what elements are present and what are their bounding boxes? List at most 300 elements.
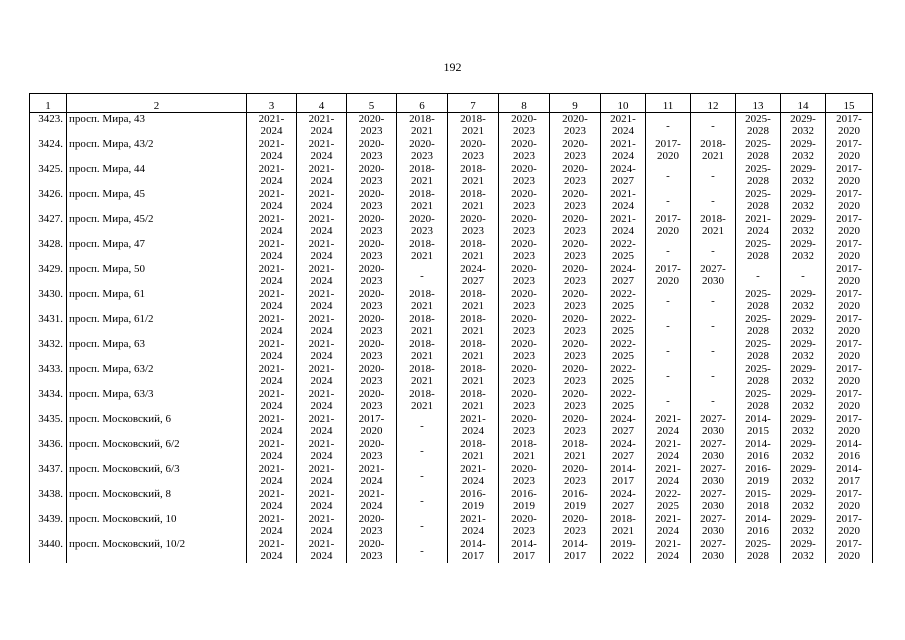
period-cell: 2021- 2024 — [601, 188, 646, 213]
period-cell: 2020- 2023 — [499, 413, 550, 438]
period-cell: 2018- 2021 — [448, 188, 499, 213]
period-cell: - — [691, 313, 736, 338]
address-cell: просп. Мира, 63/3 — [67, 388, 247, 413]
period-cell: 2018- 2021 — [397, 113, 448, 139]
period-cell: - — [691, 163, 736, 188]
period-cell: 2027- 2030 — [691, 413, 736, 438]
period-cell: 2020- 2023 — [499, 388, 550, 413]
period-cell: 2021- 2024 — [448, 463, 499, 488]
address-cell: просп. Мира, 43 — [67, 113, 247, 139]
period-cell: 2020- 2023 — [550, 288, 601, 313]
period-cell: 2029- 2032 — [781, 363, 826, 388]
period-cell: - — [691, 238, 736, 263]
period-cell: 2018- 2021 — [448, 313, 499, 338]
period-cell: 2029- 2032 — [781, 163, 826, 188]
row-number: 3428. — [30, 238, 67, 263]
period-cell: - — [736, 263, 781, 288]
period-cell: 2020- 2023 — [499, 138, 550, 163]
row-number: 3437. — [30, 463, 67, 488]
period-cell: 2021- 2024 — [247, 113, 297, 139]
period-cell: 2018- 2021 — [448, 113, 499, 139]
period-cell: 2020- 2023 — [550, 363, 601, 388]
period-cell: 2014- 2016 — [736, 513, 781, 538]
period-cell: 2022- 2025 — [601, 338, 646, 363]
period-cell: - — [691, 188, 736, 213]
period-cell: 2021- 2024 — [297, 313, 347, 338]
period-cell: - — [397, 413, 448, 438]
table-row — [30, 263, 873, 288]
period-cell: 2018- 2021 — [397, 288, 448, 313]
period-cell: 2021- 2024 — [247, 413, 297, 438]
period-cell: - — [397, 538, 448, 563]
row-number: 3426. — [30, 188, 67, 213]
period-cell: 2020- 2023 — [347, 163, 397, 188]
period-cell: 2021- 2024 — [247, 188, 297, 213]
period-cell: 2021- 2024 — [297, 163, 347, 188]
period-cell: - — [691, 288, 736, 313]
period-cell: 2017- 2020 — [826, 363, 873, 388]
period-cell: - — [646, 113, 691, 139]
period-cell: 2021- 2024 — [297, 538, 347, 563]
period-cell: 2021- 2024 — [297, 138, 347, 163]
period-cell: 2020- 2023 — [347, 363, 397, 388]
address-cell: просп. Московский, 6/2 — [67, 438, 247, 463]
period-cell: 2020- 2023 — [550, 338, 601, 363]
address-cell: просп. Мира, 61 — [67, 288, 247, 313]
period-cell: 2020- 2023 — [397, 213, 448, 238]
period-cell: 2021- 2024 — [601, 113, 646, 139]
period-cell: 2027- 2030 — [691, 438, 736, 463]
period-cell: 2020- 2023 — [347, 313, 397, 338]
period-cell: 2020- 2023 — [550, 213, 601, 238]
period-cell: 2029- 2032 — [781, 213, 826, 238]
row-number: 3438. — [30, 488, 67, 513]
period-cell: 2025- 2028 — [736, 288, 781, 313]
column-header: 11 — [646, 94, 691, 113]
period-cell: 2024- 2027 — [601, 488, 646, 513]
period-cell: 2021- 2024 — [247, 538, 297, 563]
column-header: 6 — [397, 94, 448, 113]
period-cell: 2021- 2024 — [297, 113, 347, 139]
address-cell: просп. Московский, 6 — [67, 413, 247, 438]
period-cell: 2024- 2027 — [601, 163, 646, 188]
period-cell: 2021- 2024 — [247, 363, 297, 388]
period-cell: - — [397, 263, 448, 288]
header-row — [30, 94, 873, 113]
period-cell: - — [397, 438, 448, 463]
period-cell: 2027- 2030 — [691, 263, 736, 288]
period-cell: 2021- 2024 — [297, 263, 347, 288]
period-cell: 2021- 2024 — [297, 363, 347, 388]
period-cell: - — [646, 363, 691, 388]
period-cell: 2021- 2024 — [247, 138, 297, 163]
period-cell: 2021- 2024 — [448, 513, 499, 538]
table-row — [30, 313, 873, 338]
period-cell: 2024- 2027 — [601, 413, 646, 438]
table-row — [30, 513, 873, 538]
period-cell: 2020- 2023 — [550, 313, 601, 338]
address-cell: просп. Московский, 8 — [67, 488, 247, 513]
row-number: 3439. — [30, 513, 67, 538]
period-cell: 2014- 2015 — [736, 413, 781, 438]
period-cell: 2029- 2032 — [781, 538, 826, 563]
period-cell: 2014- 2017 — [601, 463, 646, 488]
period-cell: 2018- 2021 — [448, 438, 499, 463]
row-number: 3435. — [30, 413, 67, 438]
row-number: 3427. — [30, 213, 67, 238]
period-cell: 2020- 2023 — [499, 113, 550, 139]
period-cell: 2021- 2024 — [297, 388, 347, 413]
period-cell: 2017- 2020 — [826, 263, 873, 288]
period-cell: 2020- 2023 — [499, 338, 550, 363]
period-cell: 2021- 2024 — [247, 238, 297, 263]
period-cell: 2029- 2032 — [781, 188, 826, 213]
page-number: 192 — [443, 60, 462, 74]
address-cell: просп. Мира, 45 — [67, 188, 247, 213]
period-cell: 2017- 2020 — [826, 338, 873, 363]
period-cell: 2022- 2025 — [601, 363, 646, 388]
row-number: 3436. — [30, 438, 67, 463]
row-number: 3432. — [30, 338, 67, 363]
period-cell: - — [691, 338, 736, 363]
period-cell: 2018- 2021 — [448, 388, 499, 413]
period-cell: 2018- 2021 — [499, 438, 550, 463]
period-cell: 2022- 2025 — [601, 313, 646, 338]
period-cell: 2021- 2024 — [646, 538, 691, 563]
period-cell: 2020- 2023 — [550, 163, 601, 188]
period-cell: 2020- 2023 — [499, 213, 550, 238]
period-cell: 2018- 2021 — [397, 163, 448, 188]
period-cell: 2029- 2032 — [781, 288, 826, 313]
period-cell: 2021- 2024 — [347, 488, 397, 513]
period-cell: 2029- 2032 — [781, 113, 826, 139]
table-row — [30, 538, 873, 563]
period-cell: 2020- 2023 — [550, 388, 601, 413]
period-cell: 2025- 2028 — [736, 338, 781, 363]
period-cell: 2029- 2032 — [781, 388, 826, 413]
period-cell: 2029- 2032 — [781, 313, 826, 338]
row-number: 3431. — [30, 313, 67, 338]
period-cell: 2014- 2016 — [826, 438, 873, 463]
period-cell: 2020- 2023 — [550, 463, 601, 488]
period-cell: 2020- 2023 — [499, 363, 550, 388]
period-cell: 2020- 2023 — [448, 213, 499, 238]
period-cell: 2021- 2024 — [247, 438, 297, 463]
period-cell: 2021- 2024 — [247, 263, 297, 288]
period-cell: 2029- 2032 — [781, 463, 826, 488]
period-cell: - — [781, 263, 826, 288]
period-cell: - — [397, 513, 448, 538]
period-cell: 2027- 2030 — [691, 463, 736, 488]
address-cell: просп. Мира, 45/2 — [67, 213, 247, 238]
period-cell: 2018- 2021 — [397, 338, 448, 363]
period-cell: 2017- 2020 — [826, 138, 873, 163]
row-number: 3440. — [30, 538, 67, 563]
period-cell: - — [646, 188, 691, 213]
column-header: 2 — [67, 94, 247, 113]
period-cell: 2021- 2024 — [297, 513, 347, 538]
period-cell: 2019- 2022 — [601, 538, 646, 563]
period-cell: 2020- 2023 — [347, 538, 397, 563]
period-cell: 2022- 2025 — [601, 288, 646, 313]
period-cell: 2018- 2021 — [397, 238, 448, 263]
column-header: 7 — [448, 94, 499, 113]
period-cell: 2017- 2020 — [826, 413, 873, 438]
period-cell: 2020- 2023 — [550, 113, 601, 139]
period-cell: - — [646, 288, 691, 313]
period-cell: 2021- 2024 — [448, 413, 499, 438]
period-cell: 2022- 2025 — [601, 388, 646, 413]
period-cell: 2018- 2021 — [397, 313, 448, 338]
period-cell: 2014- 2017 — [826, 463, 873, 488]
column-header: 14 — [781, 94, 826, 113]
period-cell: 2020- 2023 — [397, 138, 448, 163]
table-body — [30, 113, 873, 564]
period-cell: 2021- 2024 — [297, 488, 347, 513]
period-cell: 2021- 2024 — [601, 138, 646, 163]
period-cell: 2020- 2023 — [550, 413, 601, 438]
table-row — [30, 113, 873, 139]
period-cell: - — [397, 488, 448, 513]
period-cell: 2021- 2024 — [247, 388, 297, 413]
period-cell: 2020- 2023 — [499, 263, 550, 288]
period-cell: 2017- 2020 — [826, 188, 873, 213]
data-table — [29, 93, 873, 563]
period-cell: 2021- 2024 — [297, 338, 347, 363]
period-cell: 2020- 2023 — [347, 438, 397, 463]
period-cell: 2024- 2027 — [601, 263, 646, 288]
row-number: 3433. — [30, 363, 67, 388]
address-cell: просп. Мира, 50 — [67, 263, 247, 288]
column-header: 13 — [736, 94, 781, 113]
period-cell: 2021- 2024 — [297, 188, 347, 213]
period-cell: 2027- 2030 — [691, 538, 736, 563]
period-cell: - — [646, 338, 691, 363]
period-cell: 2021- 2024 — [646, 513, 691, 538]
period-cell: 2021- 2024 — [297, 413, 347, 438]
period-cell: 2021- 2024 — [297, 238, 347, 263]
address-cell: просп. Мира, 61/2 — [67, 313, 247, 338]
table-row — [30, 388, 873, 413]
period-cell: 2018- 2021 — [448, 163, 499, 188]
period-cell: 2020- 2023 — [347, 138, 397, 163]
period-cell: 2021- 2024 — [247, 488, 297, 513]
period-cell: 2021- 2024 — [347, 463, 397, 488]
period-cell: 2020- 2023 — [550, 188, 601, 213]
address-cell: просп. Московский, 10 — [67, 513, 247, 538]
period-cell: 2020- 2023 — [550, 238, 601, 263]
period-cell: 2020- 2023 — [347, 388, 397, 413]
period-cell: 2021- 2024 — [247, 463, 297, 488]
period-cell: 2022- 2025 — [601, 238, 646, 263]
period-cell: 2017- 2020 — [826, 113, 873, 139]
period-cell: 2020- 2023 — [347, 338, 397, 363]
period-cell: 2020- 2023 — [499, 463, 550, 488]
period-cell: 2029- 2032 — [781, 513, 826, 538]
period-cell: 2017- 2020 — [826, 238, 873, 263]
period-cell: 2016- 2019 — [448, 488, 499, 513]
table-row — [30, 338, 873, 363]
period-cell: 2020- 2023 — [347, 288, 397, 313]
period-cell: 2025- 2028 — [736, 113, 781, 139]
address-cell: просп. Мира, 63 — [67, 338, 247, 363]
period-cell: 2017- 2020 — [826, 488, 873, 513]
period-cell: 2029- 2032 — [781, 488, 826, 513]
period-cell: 2021- 2024 — [247, 313, 297, 338]
table-row — [30, 363, 873, 388]
period-cell: 2020- 2023 — [347, 188, 397, 213]
period-cell: 2020- 2023 — [347, 238, 397, 263]
period-cell: 2029- 2032 — [781, 238, 826, 263]
period-cell: 2021- 2024 — [247, 513, 297, 538]
period-cell: 2021- 2024 — [646, 413, 691, 438]
period-cell: 2018- 2021 — [691, 138, 736, 163]
address-cell: просп. Мира, 47 — [67, 238, 247, 263]
period-cell: - — [646, 388, 691, 413]
period-cell: 2018- 2021 — [601, 513, 646, 538]
period-cell: 2018- 2021 — [550, 438, 601, 463]
period-cell: 2017- 2020 — [826, 288, 873, 313]
period-cell: 2014- 2017 — [550, 538, 601, 563]
address-cell: просп. Московский, 10/2 — [67, 538, 247, 563]
period-cell: 2017- 2020 — [826, 313, 873, 338]
period-cell: 2020- 2023 — [550, 138, 601, 163]
period-cell: 2018- 2021 — [448, 288, 499, 313]
period-cell: 2027- 2030 — [691, 488, 736, 513]
period-cell: 2029- 2032 — [781, 138, 826, 163]
period-cell: 2020- 2023 — [499, 188, 550, 213]
period-cell: 2025- 2028 — [736, 138, 781, 163]
period-cell: 2021- 2024 — [601, 213, 646, 238]
row-number: 3430. — [30, 288, 67, 313]
period-cell: 2020- 2023 — [499, 513, 550, 538]
period-cell: 2018- 2021 — [397, 188, 448, 213]
period-cell: 2025- 2028 — [736, 188, 781, 213]
table-row — [30, 288, 873, 313]
address-cell: просп. Мира, 43/2 — [67, 138, 247, 163]
period-cell: 2022- 2025 — [646, 488, 691, 513]
row-number: 3434. — [30, 388, 67, 413]
period-cell: 2017- 2020 — [826, 538, 873, 563]
period-cell: 2020- 2023 — [347, 263, 397, 288]
period-cell: 2029- 2032 — [781, 338, 826, 363]
period-cell: 2020- 2023 — [448, 138, 499, 163]
period-cell: 2014- 2017 — [448, 538, 499, 563]
period-cell: 2018- 2021 — [397, 388, 448, 413]
period-cell: 2017- 2020 — [646, 213, 691, 238]
table-row — [30, 188, 873, 213]
table-row — [30, 138, 873, 163]
period-cell: 2025- 2028 — [736, 363, 781, 388]
period-cell: 2017- 2020 — [646, 263, 691, 288]
period-cell: 2015- 2018 — [736, 488, 781, 513]
period-cell: 2020- 2023 — [499, 238, 550, 263]
column-header: 8 — [499, 94, 550, 113]
column-header: 10 — [601, 94, 646, 113]
period-cell: 2020- 2023 — [499, 288, 550, 313]
column-header: 4 — [297, 94, 347, 113]
period-cell: 2021- 2024 — [297, 288, 347, 313]
table-row — [30, 488, 873, 513]
table-row — [30, 413, 873, 438]
period-cell: 2027- 2030 — [691, 513, 736, 538]
column-header: 3 — [247, 94, 297, 113]
period-cell: 2029- 2032 — [781, 413, 826, 438]
period-cell: 2017- 2020 — [826, 163, 873, 188]
period-cell: 2018- 2021 — [448, 363, 499, 388]
period-cell: - — [691, 388, 736, 413]
table-row — [30, 238, 873, 263]
table-row — [30, 438, 873, 463]
period-cell: - — [646, 238, 691, 263]
period-cell: 2020- 2023 — [499, 163, 550, 188]
period-cell: - — [691, 113, 736, 139]
period-cell: 2017- 2020 — [826, 213, 873, 238]
period-cell: 2024- 2027 — [601, 438, 646, 463]
column-header: 12 — [691, 94, 736, 113]
period-cell: 2017- 2020 — [826, 513, 873, 538]
period-cell: - — [691, 363, 736, 388]
period-cell: 2020- 2023 — [347, 513, 397, 538]
period-cell: 2020- 2023 — [499, 313, 550, 338]
period-cell: 2016- 2019 — [499, 488, 550, 513]
period-cell: 2025- 2028 — [736, 238, 781, 263]
period-cell: 2017- 2020 — [347, 413, 397, 438]
period-cell: 2021- 2024 — [297, 213, 347, 238]
column-header: 9 — [550, 94, 601, 113]
period-cell: 2018- 2021 — [691, 213, 736, 238]
period-cell: 2017- 2020 — [646, 138, 691, 163]
table-row — [30, 463, 873, 488]
period-cell: 2014- 2016 — [736, 438, 781, 463]
address-cell: просп. Мира, 63/2 — [67, 363, 247, 388]
column-header: 5 — [347, 94, 397, 113]
period-cell: 2014- 2017 — [499, 538, 550, 563]
period-cell: 2025- 2028 — [736, 313, 781, 338]
address-cell: просп. Мира, 44 — [67, 163, 247, 188]
period-cell: 2018- 2021 — [448, 338, 499, 363]
period-cell: 2021- 2024 — [247, 213, 297, 238]
period-cell: - — [646, 313, 691, 338]
row-number: 3424. — [30, 138, 67, 163]
period-cell: - — [646, 163, 691, 188]
period-cell: 2025- 2028 — [736, 388, 781, 413]
period-cell: 2017- 2020 — [826, 388, 873, 413]
period-cell: 2021- 2024 — [297, 438, 347, 463]
period-cell: 2029- 2032 — [781, 438, 826, 463]
row-number: 3429. — [30, 263, 67, 288]
column-header: 15 — [826, 94, 873, 113]
period-cell: 2020- 2023 — [550, 263, 601, 288]
period-cell: 2021- 2024 — [646, 463, 691, 488]
row-number: 3423. — [30, 113, 67, 139]
period-cell: 2016- 2019 — [550, 488, 601, 513]
period-cell: 2020- 2023 — [347, 113, 397, 139]
period-cell: 2024- 2027 — [448, 263, 499, 288]
period-cell: 2025- 2028 — [736, 538, 781, 563]
period-cell: 2021- 2024 — [646, 438, 691, 463]
period-cell: 2021- 2024 — [736, 213, 781, 238]
row-number: 3425. — [30, 163, 67, 188]
period-cell: 2021- 2024 — [247, 163, 297, 188]
period-cell: 2018- 2021 — [448, 238, 499, 263]
period-cell: 2021- 2024 — [297, 463, 347, 488]
period-cell: 2020- 2023 — [550, 513, 601, 538]
table-row — [30, 213, 873, 238]
period-cell: 2021- 2024 — [247, 288, 297, 313]
period-cell: 2018- 2021 — [397, 363, 448, 388]
period-cell: 2021- 2024 — [247, 338, 297, 363]
